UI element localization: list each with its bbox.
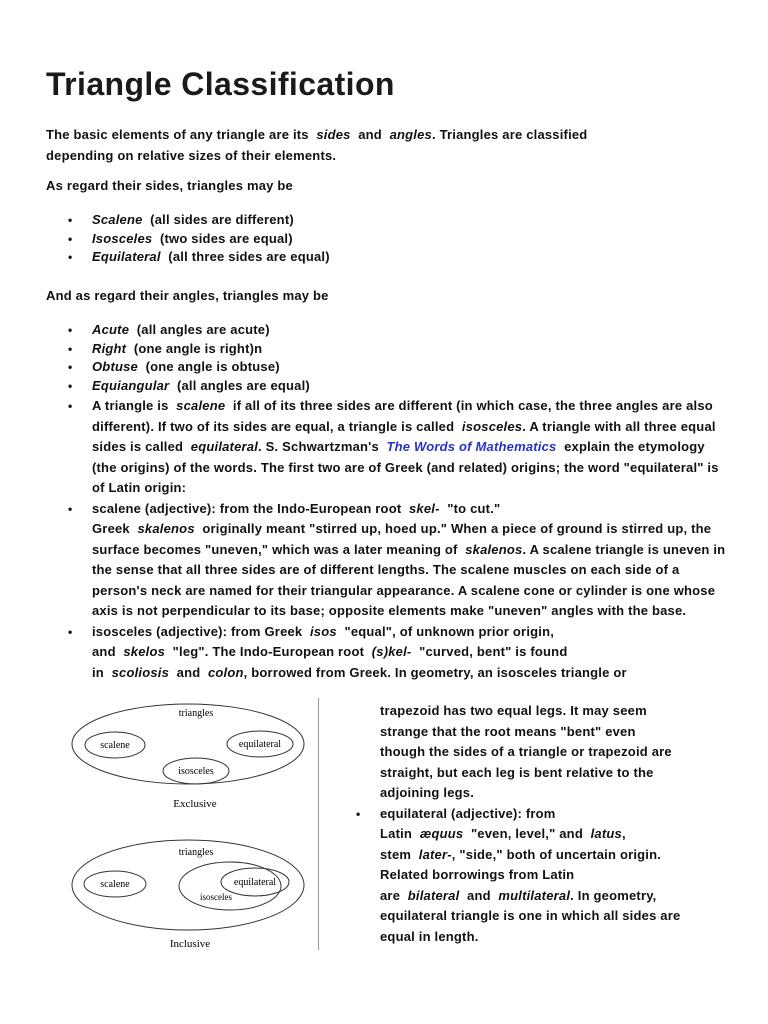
term-later: later- — [418, 846, 452, 862]
caption-exclusive: Exclusive — [173, 798, 217, 810]
intro-text-2: . Triangles are classified — [431, 127, 588, 142]
intro-and: and — [358, 127, 382, 142]
list-term: Acute — [92, 322, 130, 337]
list-item — [46, 377, 726, 396]
term-skel-root: (s)kel- — [371, 644, 412, 659]
term-isos: isos — [310, 623, 337, 639]
angles-intro: And as regard their angles, triangles may be — [46, 288, 329, 303]
term-isosceles: isosceles — [461, 418, 523, 434]
list-desc: (one angle is obtuse) — [145, 359, 280, 374]
text: , "side," both of uncertain origin. — [451, 846, 662, 862]
text: originally meant "stirred up, hoed up." When a piece of ground is stirred up, the surface becomes "uneven," which was a later meaning of — [92, 521, 712, 557]
list-item — [46, 321, 726, 340]
text: . A triangle with all three equal sides is called — [92, 418, 716, 454]
list-term: Scalene — [92, 212, 143, 227]
term-equilateral: equilateral — [190, 439, 259, 454]
label-scalene-top: scalene — [100, 740, 130, 751]
list-term: Equilateral — [92, 249, 161, 264]
text: are — [380, 887, 401, 903]
scalene-etymology — [46, 499, 726, 622]
angles-list — [46, 321, 726, 395]
sides-intro: As regard their sides, triangles may be — [46, 178, 293, 193]
label-equilateral-bottom: equilateral — [233, 877, 277, 888]
scalene-definition — [46, 396, 726, 499]
intro-paragraph — [46, 125, 726, 166]
text: "equal", of unknown prior origin, — [344, 623, 555, 639]
list-term: Isosceles — [92, 230, 153, 246]
term-sides: sides — [316, 127, 351, 142]
list-desc: (all angles are equal) — [176, 377, 310, 393]
term-angles: angles — [389, 127, 432, 142]
isosceles-text-line: trapezoid has two equal legs. It may seem — [380, 703, 647, 718]
list-desc: (one angle is right)n — [133, 340, 263, 356]
isosceles-text-line: adjoining legs. — [380, 785, 475, 800]
etymology-list — [46, 396, 726, 683]
column-divider — [318, 698, 319, 950]
right-column — [350, 701, 730, 947]
list-item — [46, 248, 726, 267]
text: "leg". The Indo-European root — [172, 644, 365, 659]
label-isosceles-bottom: isosceles — [200, 892, 232, 902]
term-multilateral: multilateral — [498, 887, 571, 903]
book-link[interactable]: The Words of Mathematics — [386, 439, 557, 454]
text: if all of its three sides are different (in which case, the three angles are also different). If two of its sides are equal, a triangle is called — [92, 398, 713, 434]
term-scoliosis: scoliosis — [111, 664, 170, 680]
text: and — [467, 887, 491, 903]
classification-diagram — [70, 700, 310, 955]
equilateral-etymology — [350, 804, 730, 948]
list-desc: (two sides are equal) — [159, 230, 293, 246]
label-triangles-bottom: triangles — [178, 847, 214, 858]
text: . In geometry, — [570, 887, 657, 903]
label-scalene-bottom: scalene — [100, 879, 130, 890]
term-latus: latus — [590, 826, 622, 841]
text: explain the etymology (the origins) of the words. The first two are of Greek (and related) origins; the word "equilateral" is of Latin origin: — [92, 439, 719, 495]
caption-inclusive: Inclusive — [169, 938, 211, 950]
term-bilateral: bilateral — [407, 887, 460, 903]
text: . S. Schwartzman's — [258, 439, 379, 454]
list-term: Obtuse — [92, 359, 138, 374]
text: equal in length. — [380, 928, 479, 944]
text: equilateral (adjective): from — [380, 805, 556, 821]
list-desc: (all three sides are equal) — [168, 249, 330, 264]
text: Related borrowings from Latin — [380, 867, 575, 882]
list-item — [46, 358, 726, 377]
text: stem — [380, 846, 412, 862]
text: and — [92, 644, 116, 659]
isosceles-text-line: strange that the root means "bent" even — [380, 723, 636, 739]
term-aequus: æquus — [419, 826, 464, 841]
text: Greek — [92, 521, 130, 536]
term-skelos: skelos — [123, 644, 166, 659]
text: "curved, bent" is found — [419, 644, 568, 659]
isosceles-text-line: straight, but each leg is bent relative to the — [380, 764, 654, 780]
intro-text-3: depending on relative sizes of their elements. — [46, 147, 337, 163]
text: in — [92, 664, 104, 680]
text: . A scalene triangle is uneven in the sense that all three sides are of different lengths. The scalene muscles on each side of a person's neck are named for their triangular appearance. A scalene cone or cylinder is one whose axis is not perpendicular to its base; opposite elements make "uneven" angles with the base. — [92, 541, 726, 618]
text: and — [176, 664, 201, 680]
list-term: Right — [92, 340, 127, 356]
term-skel: skel- — [409, 500, 440, 516]
text: , — [621, 826, 626, 841]
isosceles-text-line: though the sides of a triangle or trapezoid are — [380, 744, 672, 759]
label-triangles-top: triangles — [178, 708, 214, 719]
intro-text-1: The basic elements of any triangle are its — [46, 127, 309, 142]
text: equilateral triangle is one in which all sides are — [380, 908, 681, 923]
text: "even, level," and — [470, 826, 583, 841]
list-item — [46, 211, 726, 230]
text: scalene (adjective): from the Indo-European root — [92, 500, 402, 516]
label-isosceles-top: isosceles — [178, 766, 214, 777]
isosceles-etymology — [46, 622, 726, 684]
list-term: Equiangular — [92, 377, 170, 393]
sides-list — [46, 211, 726, 267]
text: Latin — [380, 826, 413, 841]
list-item — [46, 230, 726, 249]
equilateral-list — [350, 804, 730, 948]
list-desc: (all angles are acute) — [136, 322, 270, 337]
text: "to cut." — [447, 500, 501, 516]
term-scalene: scalene — [176, 398, 226, 413]
text: , borrowed from Greek. In geometry, an isosceles triangle or — [243, 664, 627, 680]
term-skalenos: skalenos — [137, 521, 195, 536]
list-desc: (all sides are different) — [150, 212, 294, 227]
text: A triangle is — [92, 398, 169, 413]
term-skalenos: skalenos — [465, 541, 523, 557]
list-item — [46, 340, 726, 359]
text: isosceles (adjective): from Greek — [92, 623, 303, 639]
term-colon: colon — [207, 664, 244, 680]
label-equilateral-top: equilateral — [238, 739, 282, 750]
page-title: Triangle Classification — [46, 66, 395, 102]
